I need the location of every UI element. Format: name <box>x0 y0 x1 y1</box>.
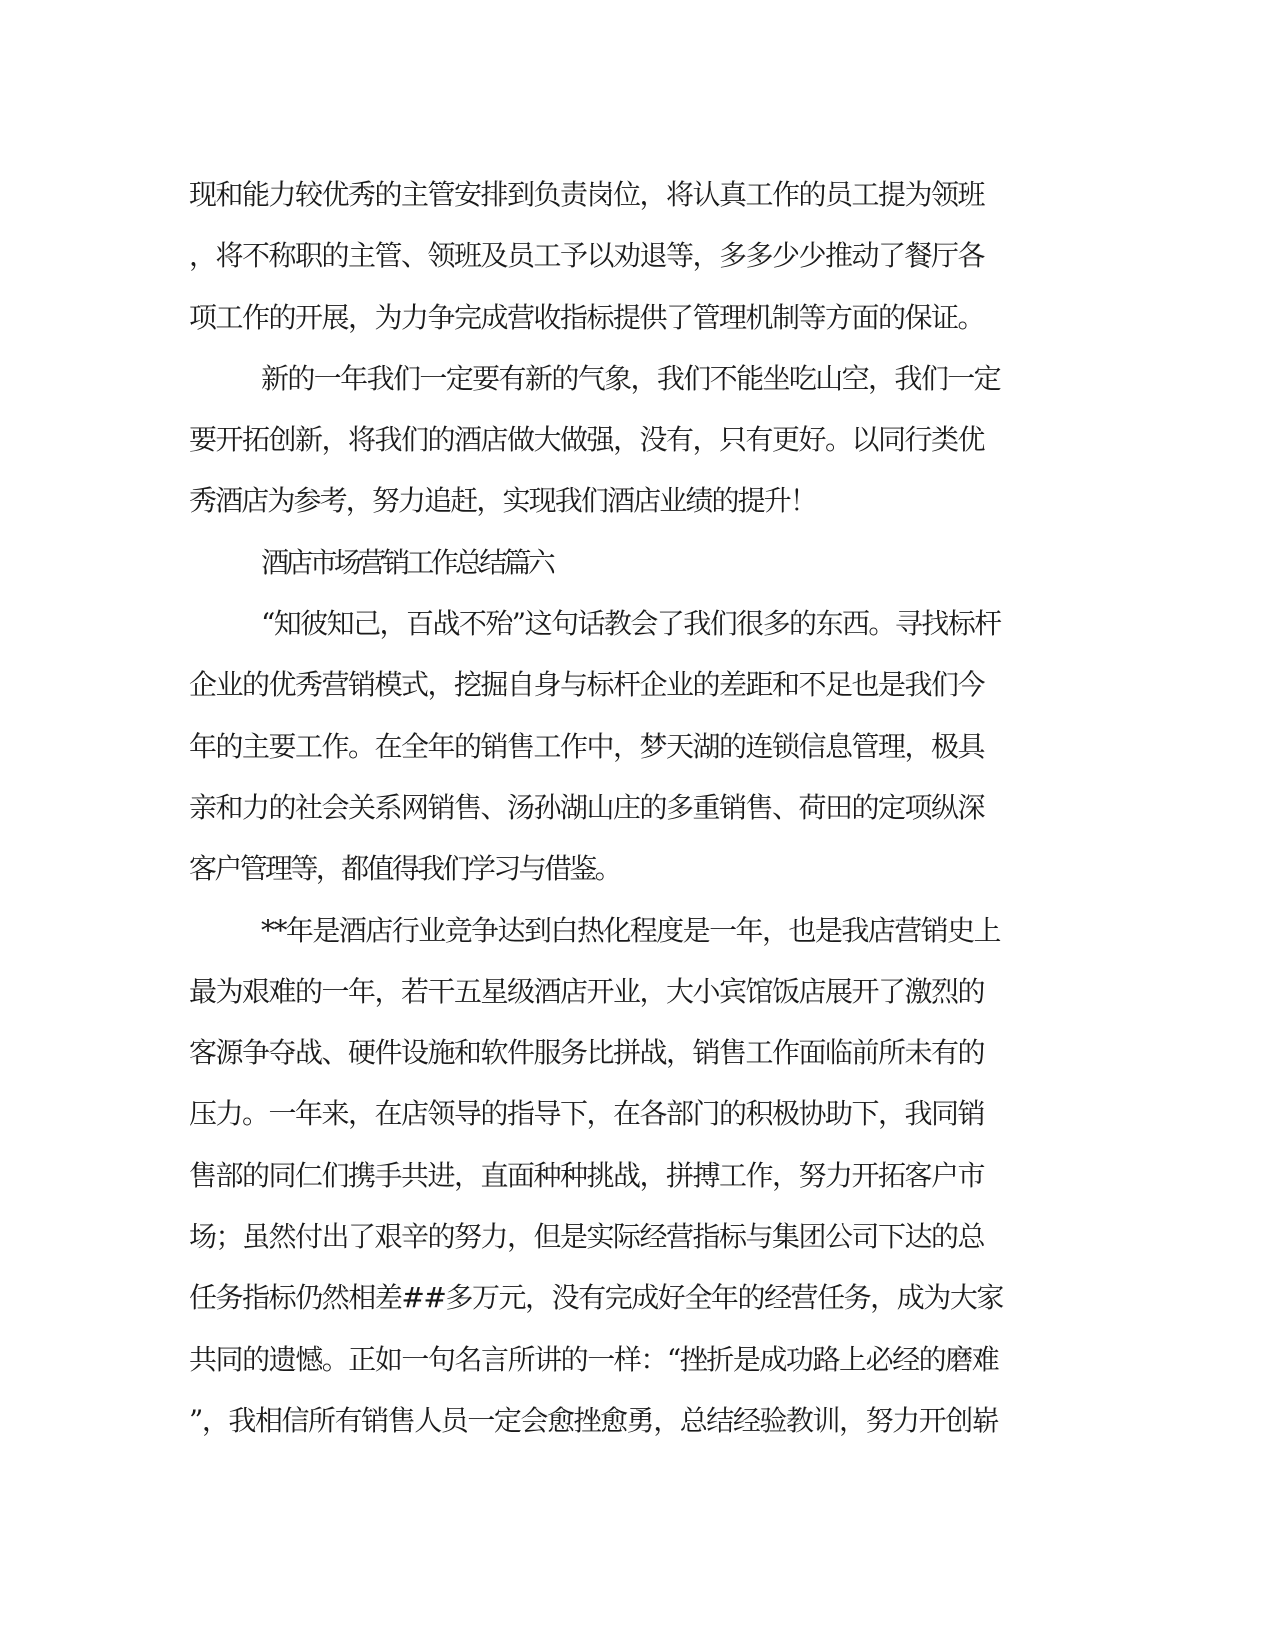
text-line: 酒店市场营销工作总结篇六 <box>261 545 553 579</box>
text-line: 现和能力较优秀的主管安排到负责岗位，将认真工作的员工提为领班 <box>189 178 985 211</box>
text-line: 项工作的开展，为力争完成营收指标提供了管理机制等方面的保证。 <box>189 300 985 334</box>
text-line: “知彼知己，百战不殆”这句话教会了我们很多的东西。寻找标杆 <box>261 607 1001 641</box>
text-line: 共同的遗憾。正如一句名言所讲的一样：“挫折是成功路上必经的磨难 <box>189 1342 999 1376</box>
text-line: 亲和力的社会关系网销售、汤孙湖山庄的多重销售、荷田的定项纵深 <box>189 790 985 824</box>
text-line: 任务指标仍然相差##多万元，没有完成好全年的经营任务，成为大家 <box>189 1281 1003 1315</box>
text-line: **年是酒店行业竞争达到白热化程度是一年，也是我店营销史上 <box>261 913 1001 947</box>
text-line: ”，我相信所有销售人员一定会愈挫愈勇，总结经验教训，努力开创崭 <box>189 1403 999 1437</box>
text-line: 秀酒店为参考，努力追赶，实现我们酒店业绩的提升！ <box>189 484 817 518</box>
text-line: 场；虽然付出了艰辛的努力，但是实际经营指标与集团公司下达的总 <box>189 1220 985 1254</box>
text-line: 年的主要工作。在全年的销售工作中，梦天湖的连锁信息管理，极具 <box>189 729 985 763</box>
text-line: ，将不称职的主管、领班及员工予以劝退等，多多少少推动了餐厅各 <box>189 239 985 273</box>
text-line: 要开拓创新，将我们的酒店做大做强，没有，只有更好。以同行类优 <box>189 423 985 457</box>
text-line: 最为艰难的一年，若干五星级酒店开业，大小宾馆饭店展开了激烈的 <box>189 974 985 1008</box>
text-line: 新的一年我们一定要有新的气象，我们不能坐吃山空，我们一定 <box>261 361 1001 395</box>
text-line: 客户管理等，都值得我们学习与借鉴。 <box>189 852 621 886</box>
text-line: 售部的同仁们携手共进，直面种种挑战，拼搏工作，努力开拓客户市 <box>189 1158 985 1192</box>
text-line: 客源争夺战、硬件设施和软件服务比拼战，销售工作面临前所未有的 <box>189 1036 985 1070</box>
text-line: 企业的优秀营销模式，挖掘自身与标杆企业的差距和不足也是我们今 <box>189 668 985 702</box>
body-text <box>189 164 1069 1451</box>
text-line: 压力。一年来，在店领导的指导下，在各部门的积极协助下，我同销 <box>189 1097 985 1131</box>
